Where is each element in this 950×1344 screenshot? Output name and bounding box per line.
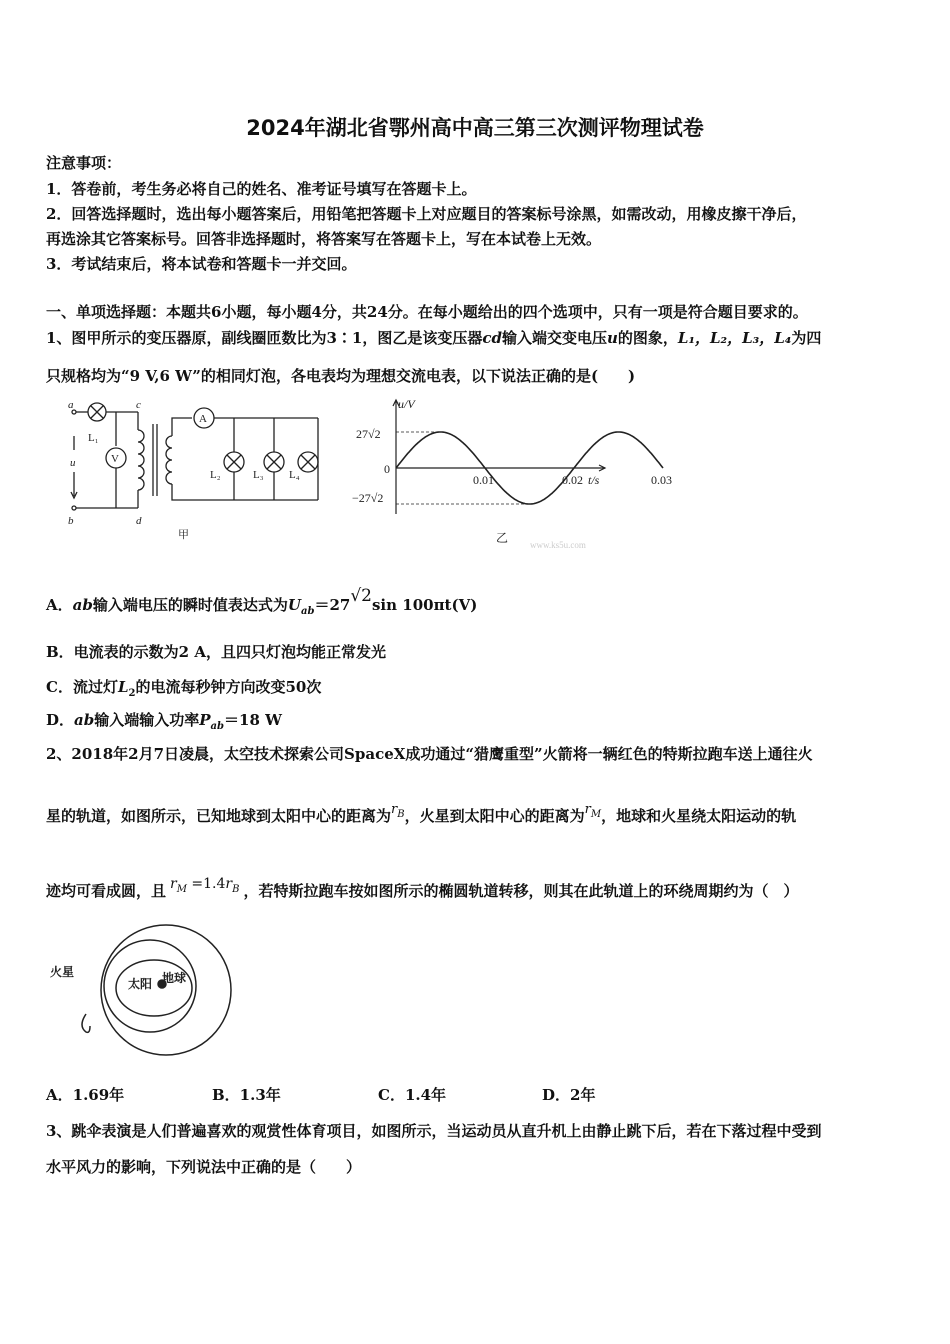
x-axis-label: t/s: [588, 473, 600, 487]
y-tick-zero: 0: [384, 462, 390, 476]
y-tick-bottom: −27√2: [352, 491, 384, 505]
x-tick-label: 0.02: [562, 473, 583, 487]
q2-option-d: D．2年: [542, 1086, 596, 1104]
orbit-figure: [46, 918, 206, 1058]
notice-heading: 注意事项：: [46, 154, 122, 172]
lamp-l4-label: L₄: [289, 469, 300, 481]
question-2-line-2: 星的轨道，如图所示，已知地球到太阳中心的距离为$r_B$，火星到太阳中心的距离为$r_M$，地球和火星绕太阳运动的轨: [46, 802, 797, 825]
earth-label: 地球: [162, 971, 187, 985]
notice-item: 1．答卷前，考生务必将自己的姓名、准考证号填写在答题卡上。: [46, 180, 477, 198]
section-heading: 一、单项选择题：本题共6小题，每小题4分，共24分。在每小题给出的四个选项中，只有一项是符合题目要求的。: [46, 303, 808, 321]
y-tick-top: 27√2: [356, 427, 381, 441]
page-title: 2024年湖北省鄂州高中高三第三次测评物理试卷: [246, 116, 704, 140]
x-tick-label: 0.03: [651, 473, 672, 487]
question-1-line-1: 1、图甲所示的变压器原，副线圈匝数比为3∶1，图乙是该变压器cd输入端交变电压u的图象，L₁，L₂，L₃，L₄为四: [46, 329, 822, 347]
q2-option-b: B．1.3年: [212, 1086, 281, 1104]
terminal-c-label: c: [136, 399, 141, 411]
notice-item: 3．考试结束后，将本试卷和答题卡一并交回。: [46, 255, 357, 273]
mars-label: 火星: [50, 965, 75, 979]
mars-orbit: [101, 925, 231, 1055]
lamp-l2-label: L₂: [210, 469, 221, 481]
x-tick-label: 0.01: [473, 473, 494, 487]
notice-item: 2．回答选择题时，选出每小题答案后，用铅笔把答题卡上对应题目的答案标号涂黑，如需改动，用橡皮擦干净后，: [46, 205, 807, 223]
q1-option-d: D．ab输入端输入功率$P_{ab}=18$ W: [46, 711, 282, 732]
y-axis-label: u/V: [398, 397, 415, 411]
lamp-l1-label: L₁: [88, 432, 99, 444]
voltage-u-label: u: [70, 457, 76, 469]
question-2-line-1: 2、2018年2月7日凌晨，太空技术探索公司SpaceX成功通过“猎鹰重型”火箭将一辆红色的特斯拉跑车送上通往火: [46, 745, 813, 763]
figure-a-caption: 甲: [178, 529, 189, 541]
sun-label: 太阳: [128, 977, 153, 991]
notice-item: 再选涂其它答案标号。回答非选择题时，将答案写在答题卡上，写在本试卷上无效。: [46, 230, 602, 248]
voltmeter-label: V: [111, 453, 119, 465]
q1-option-b: B．电流表的示数为2 A，且四只灯泡均能正常发光: [46, 643, 386, 661]
q2-option-a: A．1.69年: [46, 1086, 125, 1104]
ammeter-label: A: [199, 413, 207, 425]
terminal-a-label: a: [68, 399, 74, 411]
lamp-l3-label: L₃: [253, 469, 264, 481]
q2-option-c: C．1.4年: [378, 1086, 447, 1104]
figure-b-caption: 乙: [496, 531, 509, 545]
question-3-line-2: 水平风力的影响，下列说法中正确的是（ ）: [46, 1158, 362, 1176]
question-1-line-2: 只规格均为“9 V,6 W”的相同灯泡，各电表均为理想交流电表，以下说法正确的是( ): [46, 367, 636, 385]
terminal-d-label: d: [136, 515, 142, 527]
q1-option-a: A．ab输入端电压的瞬时值表达式为$U_{ab}=27√2\sin$ 100πt(V): [46, 586, 478, 617]
voltage-waveform-chart: [350, 396, 672, 556]
watermark: www.ks5u.com: [530, 540, 586, 550]
transformer-circuit-figure: [60, 396, 340, 546]
question-3-line-1: 3、跳伞表演是人们普遍喜欢的观赏性体育项目，如图所示，当运动员从直升机上由静止跳下后，若在下落过程中受到: [46, 1122, 822, 1140]
question-2-line-3: 迹均可看成圆，且 $r_M =1.4r_B$ ，若特斯拉跑车按如图所示的椭圆轨道转移，则其在此轨道上的环绕周期约为（ ）: [46, 876, 799, 900]
q1-option-c: C．流过灯$L_2$的电流每秒钟方向改变50次: [46, 678, 322, 699]
terminal-b-label: b: [68, 515, 74, 527]
